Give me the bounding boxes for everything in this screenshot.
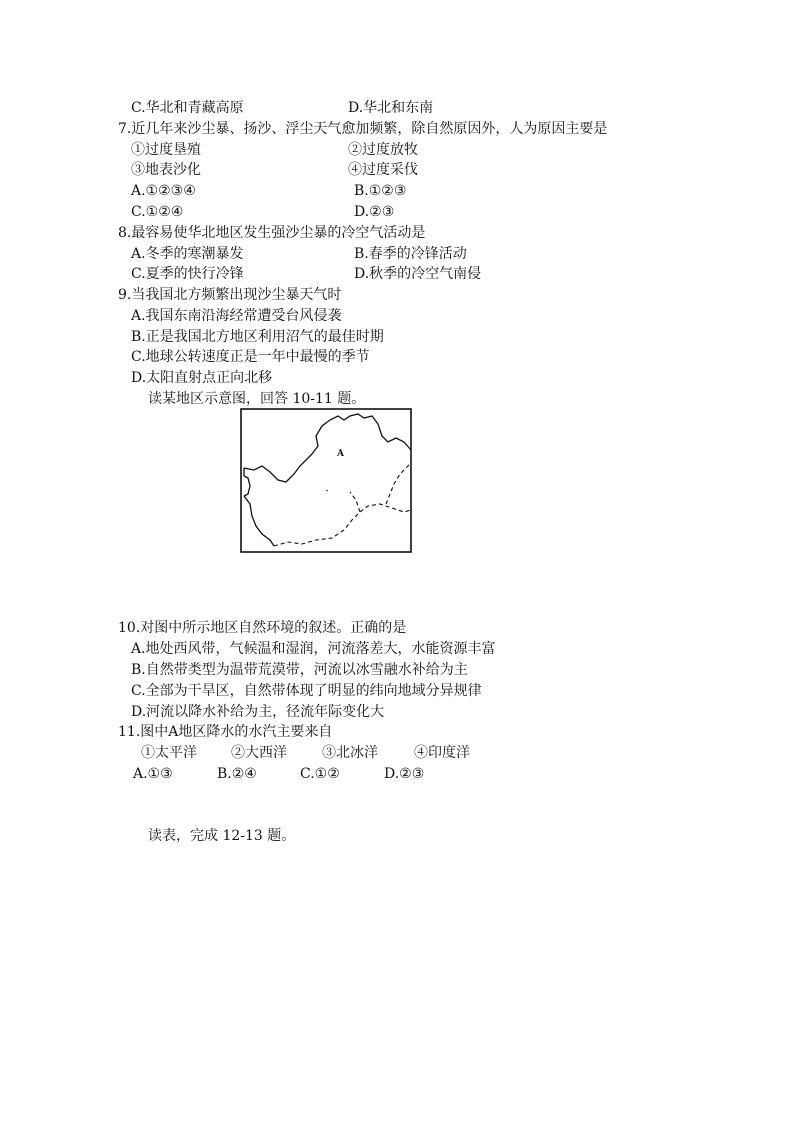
q10-option-b: B.自然带类型为温带荒漠带，河流以冰雪融水补给为主 (131, 662, 468, 678)
q11-statement-1: ①太平洋 (141, 745, 197, 761)
q7-statement-2: ②过度放牧 (348, 142, 418, 158)
q11-option-b: B.②④ (217, 766, 257, 782)
map-intro: 读某地区示意图，回答 10-11 题。 (148, 391, 366, 407)
q7-statement-3: ③地表沙化 (131, 162, 201, 178)
q9-stem: 9.当我国北方频繁出现沙尘暴天气时 (118, 287, 342, 303)
q10-stem: 10.对图中所示地区自然环境的叙述。正确的是 (118, 620, 407, 636)
q7-stem: 7.近几年来沙尘暴、扬沙、浮尘天气愈加频繁，除自然原因外，人为原因主要是 (118, 121, 608, 137)
q8-option-a: A.冬季的寒潮暴发 (131, 246, 244, 262)
region-map (240, 408, 412, 553)
q10-option-d: D.河流以降水补给为主，径流年际变化大 (131, 704, 385, 720)
q7-option-a: A.①②③④ (131, 183, 196, 199)
q6-option-c: C.华北和青藏高原 (131, 100, 244, 116)
q11-option-d: D.②③ (384, 766, 425, 782)
q11-stem: 11.图中A地区降水的水汽主要来自 (118, 724, 333, 740)
q11-statement-4: ④印度洋 (414, 745, 470, 761)
q6-option-d: D.华北和东南 (348, 100, 434, 116)
table-intro: 读表，完成 12-13 题。 (148, 828, 296, 844)
q8-option-c: C.夏季的快行冷锋 (131, 266, 244, 282)
q8-option-b: B.春季的冷锋活动 (354, 246, 467, 262)
q7-option-c: C.①②④ (131, 204, 184, 220)
q7-statement-1: ①过度垦殖 (131, 142, 201, 158)
q8-option-d: D.秋季的冷空气南侵 (354, 266, 482, 282)
q11-statement-2: ②大西洋 (231, 745, 287, 761)
q7-option-d: D.②③ (354, 204, 395, 220)
q10-option-c: C.全部为干旱区，自然带体现了明显的纬向地域分异规律 (131, 683, 482, 699)
q9-option-d: D.太阳直射点正向北移 (131, 370, 273, 386)
q8-stem: 8.最容易使华北地区发生强沙尘暴的冷空气活动是 (118, 225, 426, 241)
map-frame (241, 409, 411, 552)
q7-statement-4: ④过度采伐 (348, 162, 418, 178)
q9-option-a: A.我国东南沿海经常遭受台风侵袭 (131, 308, 342, 324)
q11-option-a: A.①③ (133, 766, 173, 782)
q10-option-a: A.地处西风带，气候温和湿润，河流落差大，水能资源丰富 (131, 641, 496, 657)
q9-option-b: B.正是我国北方地区利用沼气的最佳时期 (131, 329, 384, 345)
map-label-a: A (337, 449, 344, 459)
q11-option-c: C.①② (300, 766, 340, 782)
q7-option-b: B.①②③ (354, 183, 407, 199)
q11-statement-3: ③北冰洋 (322, 745, 378, 761)
q9-option-c: C.地球公转速度正是一年中最慢的季节 (131, 349, 370, 365)
